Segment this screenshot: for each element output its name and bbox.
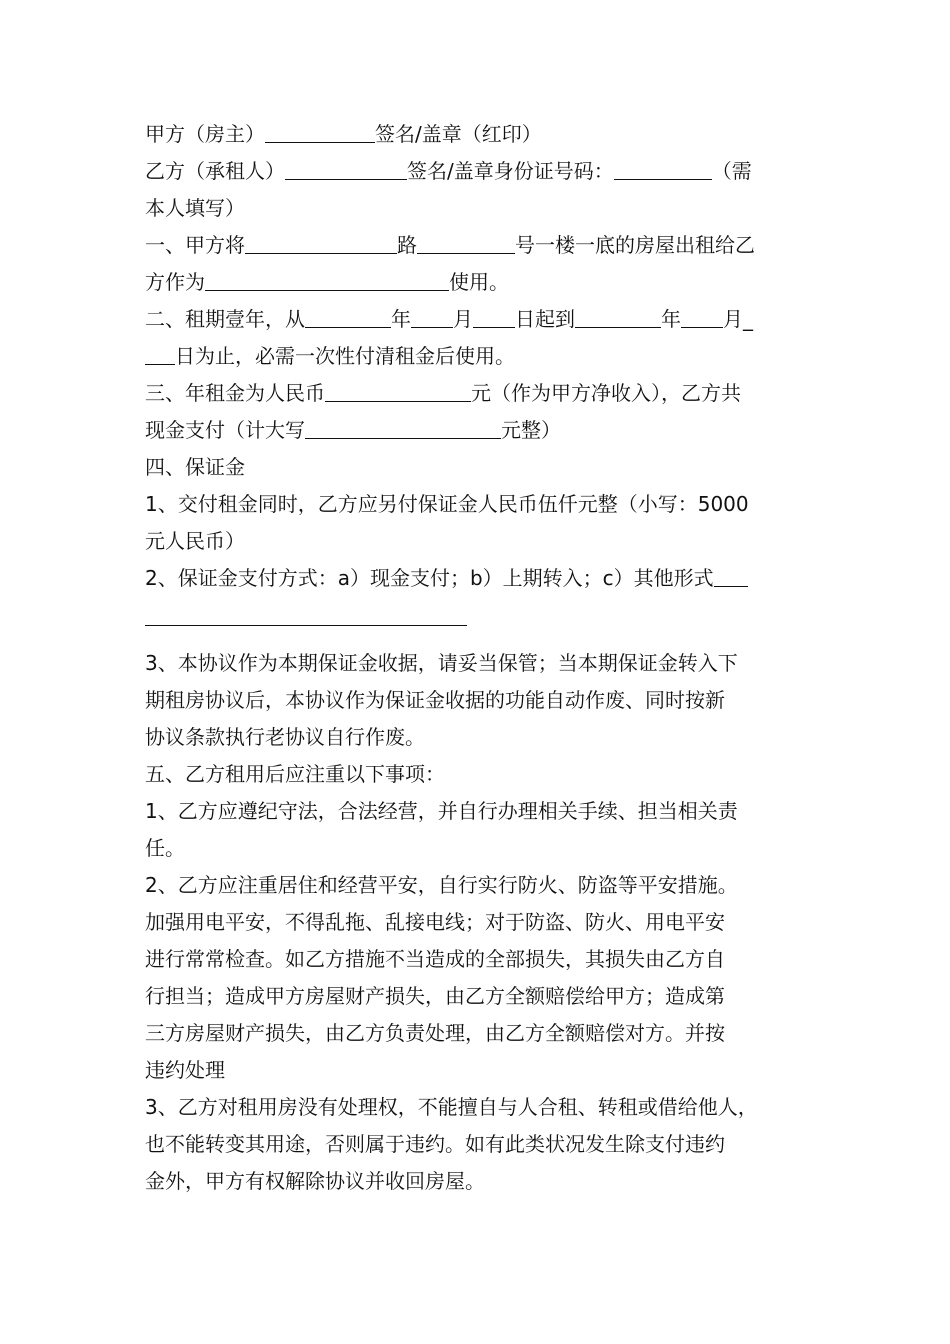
line-clause-3 <box>145 375 810 412</box>
deposit-item-2 <box>145 560 810 597</box>
start-day-label: 日起到 <box>515 307 575 331</box>
line-self-fill: 本人填写） <box>145 196 245 220</box>
notes-item-1: 1、乙方应遵纪守法，合法经营，并自行办理相关手续、担当相关责 <box>145 799 738 823</box>
deposit-item-1: 1、交付租金同时，乙方应另付保证金人民币伍仟元整（小写：5000 <box>145 492 749 516</box>
payment-method-text: 2、保证金支付方式：a）现金支付；b）上期转入；c）其他形式 <box>145 566 714 590</box>
end-day-blank <box>145 340 175 365</box>
notes-item-2-cont-1: 加强用电平安，不得乱拖、乱接电线；对于防盗、防火、用电平安 <box>145 910 725 934</box>
rent-amount-blank <box>325 377 471 402</box>
notes-item-3-cont-2: 金外，甲方有权解除协议并收回房屋。 <box>145 1169 485 1193</box>
start-year-blank <box>305 303 391 328</box>
start-month-label: 月 <box>453 307 473 331</box>
clause-1-text: 一、甲方将 <box>145 233 245 257</box>
end-month-blank <box>681 303 723 328</box>
party-a-blank <box>265 118 375 143</box>
other-method-blank-cont <box>145 597 467 626</box>
party-b-label: 乙方（承租人） <box>145 159 285 183</box>
road-label: 路 <box>397 233 417 257</box>
deposit-item-2-blank-line <box>145 597 810 645</box>
section-notes-heading: 五、乙方租用后应注重以下事项： <box>145 762 445 786</box>
notes-item-3: 3、乙方对租用房没有处理权，不能擅自与人合租、转租或借给他人， <box>145 1095 758 1119</box>
notes-item-3-cont-1: 也不能转变其用途，否则属于违约。如有此类状况发生除支付违约 <box>145 1132 725 1156</box>
line-party-a <box>145 116 810 153</box>
end-month-label: 月_ <box>723 307 753 331</box>
notes-item-2-cont-2: 进行常常检查。如乙方措施不当造成的全部损失，其损失由乙方自 <box>145 947 725 971</box>
deposit-item-3-cont-2: 协议条款执行老协议自行作废。 <box>145 725 425 749</box>
notes-item-2-cont-3: 行担当；造成甲方房屋财产损失，由乙方全额赔偿给甲方；造成第 <box>145 984 725 1008</box>
line-clause-2-cont <box>145 338 810 375</box>
start-year-label: 年 <box>391 307 411 331</box>
party-a-label: 甲方（房主） <box>145 122 265 146</box>
rent-label: 三、年租金为人民币 <box>145 381 325 405</box>
line-party-b <box>145 153 810 190</box>
notes-item-2-cont-5: 违约处理 <box>145 1058 225 1082</box>
deposit-item-1-cont: 元人民币） <box>145 529 245 553</box>
end-year-label: 年 <box>661 307 681 331</box>
term-end-text: 日为止，必需一次性付清租金后使用。 <box>175 344 515 368</box>
other-method-blank <box>714 562 748 587</box>
usage-blank <box>205 266 449 291</box>
notes-item-2-cont-4: 三方房屋财产损失，由乙方负责处理，由乙方全额赔偿对方。并按 <box>145 1021 725 1045</box>
line-clause-3-cont <box>145 412 810 449</box>
party-a-sign-label: 签名/盖章（红印） <box>375 122 542 146</box>
start-month-blank <box>411 303 453 328</box>
contract-body <box>145 116 810 1200</box>
line-clause-1-cont <box>145 264 810 301</box>
party-b-blank <box>285 155 407 180</box>
line-clause-2 <box>145 301 810 338</box>
notes-item-1-cont: 任。 <box>145 836 185 860</box>
rent-suffix: 元（作为甲方净收入），乙方共 <box>471 381 741 405</box>
capital-amount-suffix: 元整） <box>501 418 561 442</box>
notes-item-2: 2、乙方应注重居住和经营平安，自行实行防火、防盗等平安措施。 <box>145 873 738 897</box>
section-deposit-heading: 四、保证金 <box>145 455 245 479</box>
line-clause-1 <box>145 227 810 264</box>
usage-label: 方作为 <box>145 270 205 294</box>
road-blank <box>245 229 397 254</box>
clause-1-text-2: 号一楼一底的房屋出租给乙 <box>515 233 755 257</box>
usage-suffix: 使用。 <box>449 270 509 294</box>
number-blank <box>417 229 515 254</box>
end-year-blank <box>575 303 661 328</box>
start-day-blank <box>473 303 515 328</box>
party-b-note-start: （需 <box>711 159 752 183</box>
deposit-item-3-cont-1: 期租房协议后，本协议作为保证金收据的功能自动作废、同时按新 <box>145 688 725 712</box>
capital-amount-label: 现金支付（计大写 <box>145 418 305 442</box>
deposit-item-3: 3、本协议作为本期保证金收据，请妥当保管；当本期保证金转入下 <box>145 651 738 675</box>
id-number-blank <box>614 155 712 180</box>
term-label: 二、租期壹年，从 <box>145 307 305 331</box>
party-b-id-label: 签名/盖章身份证号码： <box>407 159 614 183</box>
capital-amount-blank <box>305 414 501 439</box>
